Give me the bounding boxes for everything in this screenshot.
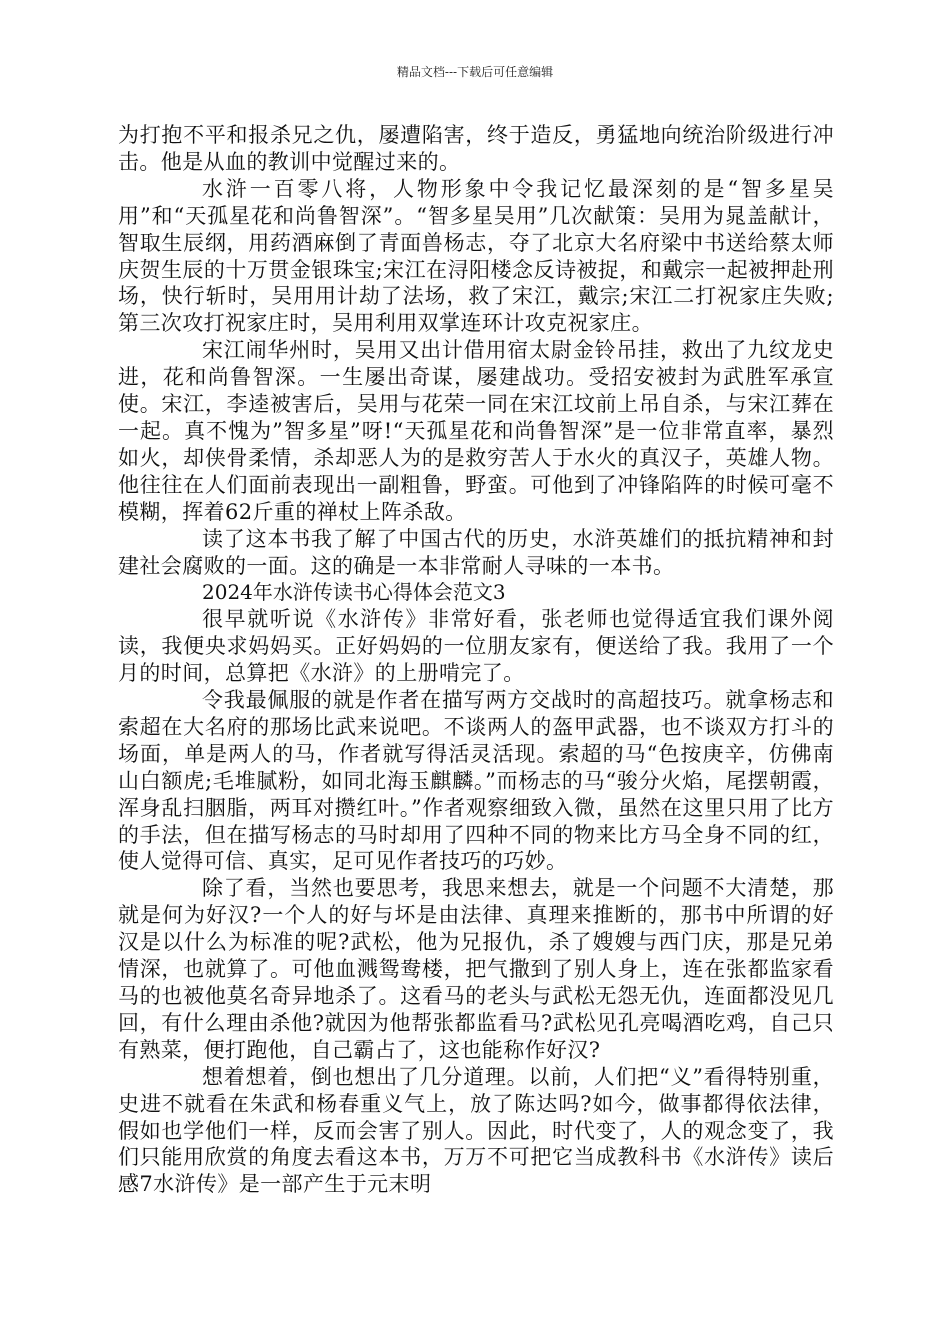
paragraph-thinking: 想着想着，倒也想出了几分道理。以前，人们把“义”看得特别重，史进不就看在朱武和杨春重义气上，放了陈达吗?如今，做事都得依法律，假如也学他们一样，反而会害了别人。因此，时代变了，人的观念变了，我们只能用欣赏的角度去看这本书，万万不可把它当成教科书《水浒传》读后感7水浒传》是一部产生于元末明 [118, 1064, 834, 1197]
paragraph-huazhou: 宋江闹华州时，吴用又出计借用宿太尉金铃吊挂，救出了九纹龙史进，花和尚鲁智深。一生屡出奇谋，屡建战功。受招安被封为武胜军承宣使。宋江，李逵被害后，吴用与花荣一同在宋江坟前上吊自杀，与宋江葬在一起。真不愧为”智多星”呀!“天孤星花和尚鲁智深”是一位非常直率，暴烈如火，却侠骨柔情，杀却恶人为的是救穷苦人于水火的真汉子，英雄人物。他往往在人们面前表现出一副粗鲁，野蛮。可他到了冲锋陷阵的时候可毫不模糊，挥着62斤重的禅杖上阵杀敌。 [118, 338, 834, 524]
paragraph-wu-yong-lu-zhishen: 水浒一百零八将，人物形象中令我记忆最深刻的是“智多星吴用”和“天孤星花和尚鲁智深”。“智多星吴用”几次献策：吴用为晁盖献计，智取生辰纲，用药酒麻倒了青面兽杨志，夺了北京大名府梁中书送给蔡太师庆贺生辰的十万贯金银珠宝;宋江在浔阳楼念反诗被捉，和戴宗一起被押赴刑场，快行斩时，吴用用计劫了法场，救了宋江，戴宗;宋江二打祝家庄失败;第三次攻打祝家庄时，吴用利用双掌连环计攻克祝家庄。 [118, 176, 834, 336]
paragraph-heard-early: 很早就听说《水浒传》非常好看，张老师也觉得适宜我们课外阅读，我便央求妈妈买。正好妈妈的一位朋友家有，便送给了我。我用了一个月的时间，总算把《水浒》的上册啃完了。 [118, 607, 834, 686]
paragraph-reading-summary: 读了这本书我了解了中国古代的历史，水浒英雄们的抵抗精神和封建社会腐败的一面。这的确是一本非常耐人寻味的一本书。 [118, 526, 834, 578]
section-title: 2024年水浒传读书心得体会范文3 [202, 580, 506, 605]
paragraph-battle-skill: 令我最佩服的就是作者在描写两方交战时的高超技巧。就拿杨志和索超在大名府的那场比武来说吧。不谈两人的盔甲武器，也不谈双方打斗的场面，单是两人的马，作者就写得活灵活现。索超的马“色按庚辛，仿佛南山白额虎;毛堆腻粉，如同北海玉麒麟。”而杨志的马“骏分火焰，尾摆朝霞，浑身乱扫胭脂，两耳对攒红叶。”作者观察细致入微，虽然在这里只用了比方的手法，但在描写杨志的马时却用了四种不同的物来比方马全身不同的红，使人觉得可信、真实，足可见作者技巧的巧妙。 [118, 688, 834, 874]
page-header: 精品文档---下载后可任意编辑 [396, 65, 554, 79]
paragraph-continuation: 为打抱不平和报杀兄之仇，屡遭陷害，终于造反，勇猛地向统治阶级进行冲击。他是从血的教训中觉醒过来的。 [118, 123, 834, 174]
paragraph-what-is-hero: 除了看，当然也要思考，我思来想去，就是一个问题不大清楚，那就是何为好汉?一个人的好与坏是由法律、真理来推断的，那书中所谓的好汉是以什么为标准的呢?武松，他为兄报仇，杀了嫂嫂与西门庆，那是兄弟情深，也就算了。可他血溅鸳鸯楼，把气撒到了别人身上，连在张都监家看马的也被他莫名奇异地杀了。这看马的老头与武松无怨无仇，连面都没见几回，有什么理由杀他?就因为他帮张都监看马?武松见孔亮喝酒吃鸡，自己只有熟菜，便打跑他，自己霸占了，这也能称作好汉? [118, 876, 834, 1062]
document-body [118, 122, 834, 1198]
